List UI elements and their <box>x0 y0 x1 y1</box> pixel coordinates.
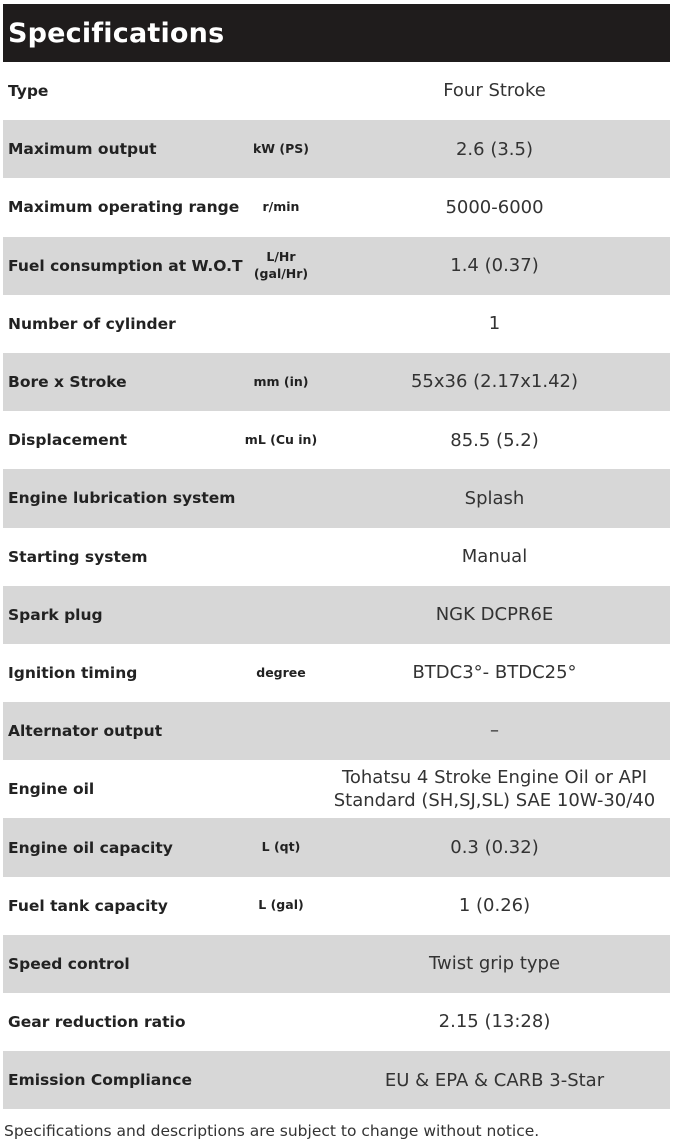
spec-row-spark-plug <box>3 586 670 644</box>
spec-unit: L (qt) <box>261 839 301 855</box>
spec-value: 1 (0.26) <box>458 895 531 917</box>
spec-label: Number of cylinder <box>8 314 176 333</box>
spec-value: NGK DCPR6E <box>435 604 554 626</box>
spec-value: EU & EPA & CARB 3-Star <box>384 1069 605 1091</box>
spec-row-cylinders <box>3 295 670 353</box>
spec-label: Speed control <box>8 954 130 973</box>
spec-value: 1.4 (0.37) <box>450 254 539 276</box>
spec-row-starting-system <box>3 528 670 586</box>
spec-label: Fuel tank capacity <box>8 896 168 915</box>
spec-label: Ignition timing <box>8 663 138 682</box>
specifications-table <box>3 62 670 1109</box>
spec-value: 2.15 (13:28) <box>438 1011 551 1033</box>
spec-value: – <box>490 720 499 742</box>
spec-unit: mL (Cu in) <box>244 431 318 447</box>
spec-label: Maximum operating range <box>8 198 240 217</box>
spec-value: Splash <box>464 487 525 509</box>
spec-row-type <box>3 62 670 120</box>
spec-unit: L (gal) <box>258 897 304 913</box>
spec-row-fuel-consumption <box>3 237 670 295</box>
spec-value: 85.5 (5.2) <box>450 429 539 451</box>
spec-unit: mm (in) <box>253 373 309 389</box>
spec-row-displacement <box>3 411 670 469</box>
spec-unit: L/Hr (gal/Hr) <box>253 248 309 281</box>
disclaimer-footnote: Specifications and descriptions are subject to change without notice. <box>4 1122 540 1140</box>
spec-label: Type <box>8 82 49 101</box>
spec-row-emission <box>3 1051 670 1109</box>
page-title: Specifications <box>8 17 225 49</box>
spec-row-bore-stroke <box>3 353 670 411</box>
spec-row-oil-capacity <box>3 818 670 876</box>
spec-value: Manual <box>461 545 528 567</box>
spec-row-lubrication <box>3 469 670 527</box>
spec-label: Starting system <box>8 547 148 566</box>
spec-label: Fuel consumption at W.O.T <box>8 256 243 275</box>
spec-value: 2.6 (3.5) <box>455 138 534 160</box>
spec-value: 55x36 (2.17x1.42) <box>410 371 579 393</box>
spec-value: 1 <box>488 313 501 335</box>
spec-label: Displacement <box>8 431 128 450</box>
spec-value: BTDC3°- BTDC25° <box>412 662 577 684</box>
spec-label: Engine oil capacity <box>8 838 173 857</box>
spec-label: Spark plug <box>8 605 103 624</box>
spec-label: Emission Compliance <box>8 1071 192 1090</box>
spec-row-gear-ratio <box>3 993 670 1051</box>
spec-label: Alternator output <box>8 722 163 741</box>
spec-row-fuel-tank <box>3 877 670 935</box>
spec-value: Twist grip type <box>428 953 561 975</box>
spec-label: Maximum output <box>8 140 157 159</box>
spec-value: Four Stroke <box>443 80 546 102</box>
spec-value: 0.3 (0.32) <box>450 836 539 858</box>
specifications-sheet <box>3 4 670 1109</box>
spec-unit: degree <box>256 664 306 680</box>
spec-unit: r/min <box>262 199 300 215</box>
spec-row-operating-range <box>3 178 670 236</box>
spec-row-alternator <box>3 702 670 760</box>
spec-row-engine-oil <box>3 760 670 818</box>
spec-label: Engine lubrication system <box>8 489 236 508</box>
spec-row-speed-control <box>3 935 670 993</box>
spec-row-maximum-output <box>3 120 670 178</box>
spec-value: Tohatsu 4 Stroke Engine Oil or API Standard (SH,SJ,SL) SAE 10W-30/40 <box>333 766 656 812</box>
spec-value: 5000-6000 <box>445 196 544 218</box>
spec-unit: kW (PS) <box>252 140 310 156</box>
spec-label: Bore x Stroke <box>8 373 127 392</box>
spec-label: Engine oil <box>8 780 95 799</box>
specifications-header <box>3 4 670 62</box>
spec-label: Gear reduction ratio <box>8 1013 186 1032</box>
spec-row-ignition-timing <box>3 644 670 702</box>
